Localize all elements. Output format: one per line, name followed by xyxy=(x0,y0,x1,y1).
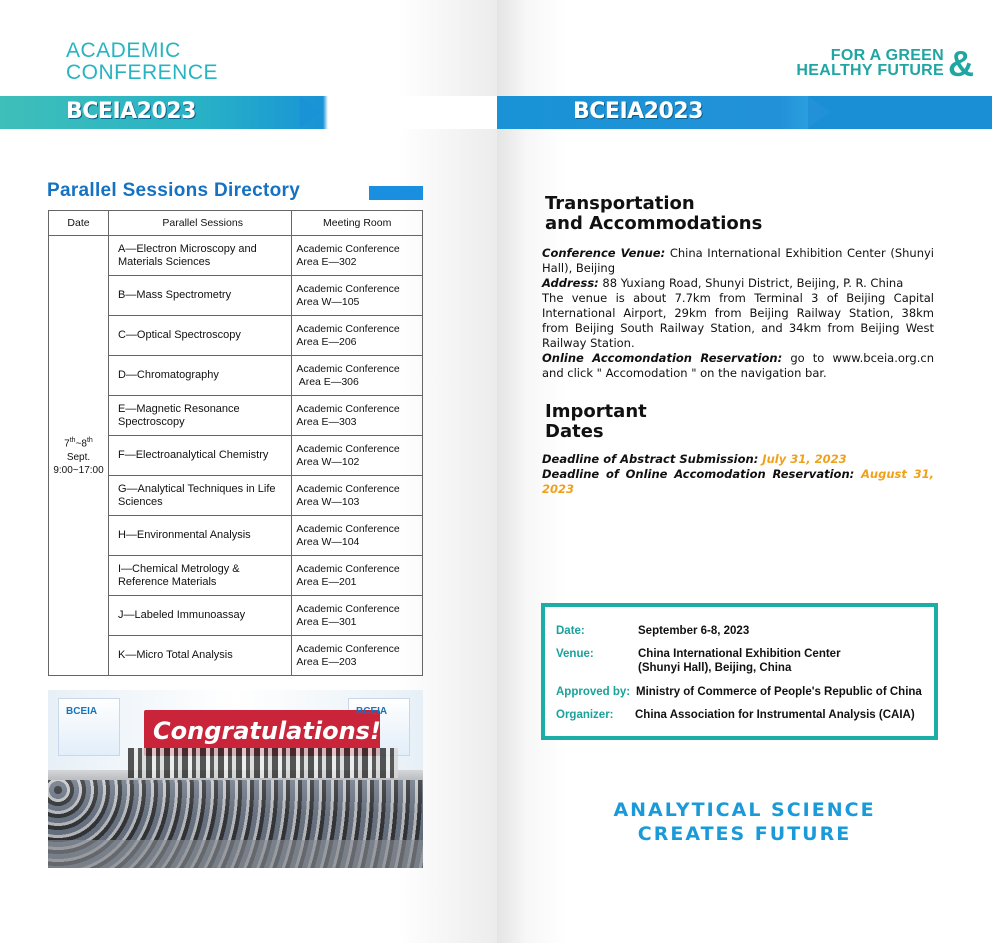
dates-heading-line-2: Dates xyxy=(545,421,604,442)
directory-title: Parallel Sessions Directory xyxy=(47,180,301,201)
reservation-date: August 31, 2023 xyxy=(542,467,934,496)
info-organizer-label: Organizer: xyxy=(556,709,614,721)
tagline-line-2: CREATES FUTURE xyxy=(637,823,852,845)
date-part: Sept. xyxy=(66,451,91,463)
meeting-room-line-1: Academic Conference xyxy=(296,642,400,655)
tagline-line-1: ANALYTICAL SCIENCE xyxy=(613,799,876,821)
info-approved-value: Ministry of Commerce of People's Republic of China xyxy=(636,686,922,698)
slogan-line-1: FOR A GREEN xyxy=(830,47,944,64)
title-line-1: ACADEMIC xyxy=(66,39,181,62)
address-text: 88 Yuxiang Road, Shunyi District, Beijing, P. R. China xyxy=(598,276,904,290)
online-label: Online Accomondation Reservation: xyxy=(542,351,783,365)
meeting-room-line-2: Area E—303 xyxy=(296,415,357,428)
header-sessions: Parallel Sessions xyxy=(108,211,291,236)
transport-heading-line-2: and Accommodations xyxy=(545,213,763,234)
photo-floor xyxy=(48,840,423,868)
info-venue-value-2: (Shunyi Hall), Beijing, China xyxy=(638,662,792,674)
session-name: G—Analytical Techniques in Life Sciences xyxy=(108,476,291,516)
transport-heading-line-1: Transportation xyxy=(545,193,695,214)
session-name: D—Chromatography xyxy=(108,356,291,396)
meeting-room-line-2: Area W—103 xyxy=(296,495,360,508)
photo-stage-people xyxy=(128,748,398,778)
session-name: B—Mass Spectrometry xyxy=(108,276,291,316)
date-line-1 xyxy=(53,434,104,463)
meeting-room xyxy=(292,396,423,436)
slogan-line-2: HEALTHY FUTURE xyxy=(796,62,944,79)
meeting-room xyxy=(292,236,423,276)
meeting-room xyxy=(292,516,423,556)
header-room: Meeting Room xyxy=(292,211,423,236)
session-name: K—Micro Total Analysis xyxy=(108,636,291,676)
right-band-tail xyxy=(808,96,992,129)
meeting-room-line-1: Academic Conference xyxy=(296,282,400,295)
right-band-arrow xyxy=(808,96,830,128)
abstract-date: July 31, 2023 xyxy=(762,452,847,466)
online-paragraph xyxy=(542,351,934,381)
session-name: C—Optical Spectroscopy xyxy=(108,316,291,356)
info-organizer-value: China Association for Instrumental Analysis (CAIA) xyxy=(635,709,915,721)
session-name: J—Labeled Immunoassay xyxy=(108,596,291,636)
slogan xyxy=(796,43,974,84)
meeting-room-line-2: Area E—306 xyxy=(296,375,359,388)
date-part: th xyxy=(69,437,76,445)
table-header-row xyxy=(49,211,423,236)
meeting-room-line-1: Academic Conference xyxy=(296,522,400,535)
right-band-gap xyxy=(780,96,810,129)
meeting-room-line-1: Academic Conference xyxy=(296,602,400,615)
meeting-room xyxy=(292,356,423,396)
directory-title-bar xyxy=(369,186,423,200)
info-venue-label: Venue: xyxy=(556,648,594,660)
session-name: E—Magnetic Resonance Spectroscopy xyxy=(108,396,291,436)
academic-conference-title xyxy=(66,40,218,84)
meeting-room xyxy=(292,476,423,516)
header-date: Date xyxy=(49,211,109,236)
photo-sign-text-right: BCEIA xyxy=(356,706,388,717)
online-text: go to www.bceia.org.cn and click " Accomodation " on the navigation bar. xyxy=(542,351,934,380)
photo-sign-text-left: BCEIA xyxy=(66,706,98,717)
transport-body xyxy=(542,246,934,381)
meeting-room-line-2: Area W—104 xyxy=(296,535,360,548)
photo-banner-text: Congratulations! xyxy=(153,717,381,745)
meeting-room xyxy=(292,316,423,356)
dates-body xyxy=(542,452,934,497)
meeting-room xyxy=(292,636,423,676)
meeting-room-line-2: Area E—302 xyxy=(296,255,357,268)
dates-heading-line-1: Important xyxy=(545,401,647,422)
date-cell xyxy=(49,236,109,676)
sessions-body xyxy=(49,236,423,676)
title-line-2: CONFERENCE xyxy=(66,61,219,84)
session-name: H—Environmental Analysis xyxy=(108,516,291,556)
meeting-room xyxy=(292,596,423,636)
left-band-arrow xyxy=(300,96,322,128)
date-part: th xyxy=(86,437,93,445)
meeting-room xyxy=(292,276,423,316)
meeting-room-line-1: Academic Conference xyxy=(296,482,400,495)
meeting-room-line-1: Academic Conference xyxy=(296,562,400,575)
meeting-room-line-2: Area W—105 xyxy=(296,295,360,308)
meeting-room xyxy=(292,436,423,476)
sessions-table xyxy=(48,210,423,676)
meeting-room-line-2: Area E—203 xyxy=(296,655,357,668)
reservation-deadline xyxy=(542,467,934,497)
venue-text: China International Exhibition Center (Shunyi Hall), Beijing xyxy=(542,246,934,275)
date-line-2: 9:00~17:00 xyxy=(53,464,104,476)
address-label: Address: xyxy=(542,276,599,290)
address-paragraph xyxy=(542,276,934,291)
reservation-label: Deadline of Online Accomodation Reservation: xyxy=(542,467,862,481)
left-band-logo: BCEIA2023 xyxy=(66,99,196,124)
meeting-room-line-1: Academic Conference xyxy=(296,322,400,335)
slogan-ampersand: & xyxy=(948,43,974,84)
meeting-room-line-1: Academic Conference xyxy=(296,362,400,375)
meeting-room-line-2: Area W—102 xyxy=(296,455,360,468)
session-name: I—Chemical Metrology & Reference Materials xyxy=(108,556,291,596)
table-row xyxy=(49,236,423,276)
venue-paragraph xyxy=(542,246,934,276)
meeting-room-line-1: Academic Conference xyxy=(296,242,400,255)
transport-heading xyxy=(545,194,762,234)
info-date-label: Date: xyxy=(556,625,585,637)
info-date-value: September 6-8, 2023 xyxy=(638,625,750,637)
meeting-room-line-2: Area E—201 xyxy=(296,575,357,588)
right-band-logo: BCEIA2023 xyxy=(573,99,703,124)
info-venue-value-1: China International Exhibition Center xyxy=(638,648,841,660)
meeting-room-line-2: Area E—301 xyxy=(296,615,357,628)
info-approved-label: Approved by: xyxy=(556,686,631,698)
dates-heading xyxy=(545,402,647,442)
distance-paragraph: The venue is about 7.7km from Terminal 3 of Beijing Capital International Airport, 29km from Beijing Railway Station, 38km from Beijing South Railway Station, and 34km from Beijing West Railway Station. xyxy=(542,291,934,350)
venue-label: Conference Venue: xyxy=(542,246,666,260)
session-name: A—Electron Microscopy and Materials Sciences xyxy=(108,236,291,276)
meeting-room xyxy=(292,556,423,596)
meeting-room-line-1: Academic Conference xyxy=(296,442,400,455)
date-part: 7 xyxy=(64,438,70,450)
date-part: ~8 xyxy=(75,438,87,450)
abstract-label: Deadline of Abstract Submission: xyxy=(542,452,763,466)
meeting-room-line-2: Area E—206 xyxy=(296,335,357,348)
abstract-deadline xyxy=(542,452,934,467)
meeting-room-line-1: Academic Conference xyxy=(296,402,400,415)
session-name: F—Electroanalytical Chemistry xyxy=(108,436,291,476)
